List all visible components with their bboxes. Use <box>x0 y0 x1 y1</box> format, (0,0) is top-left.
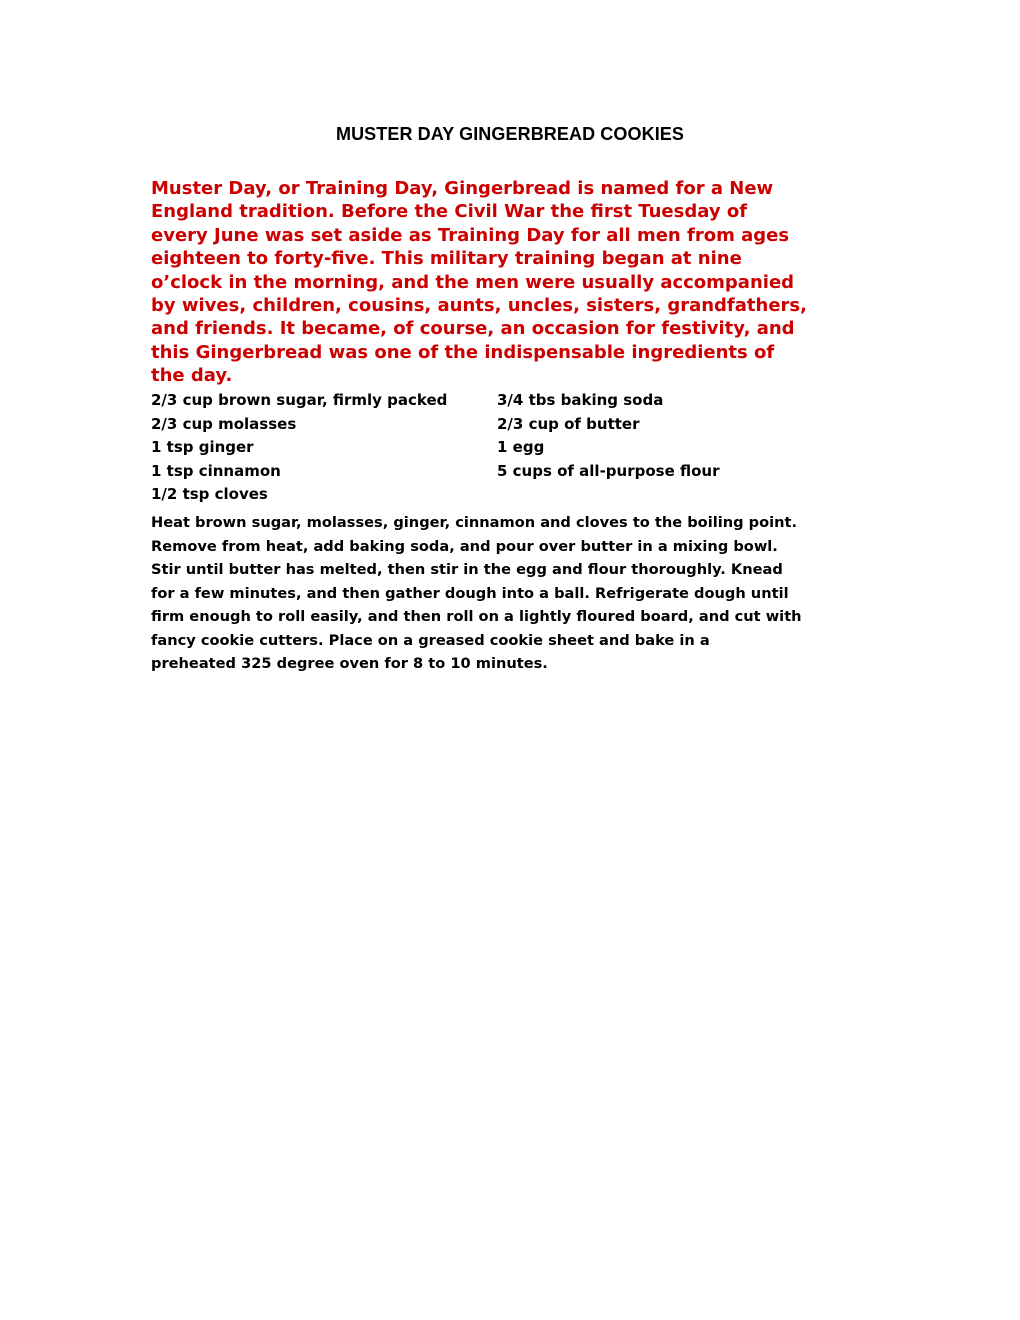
ingredient-item: 1 tsp cinnamon <box>151 461 281 480</box>
directions-line: firm enough to roll easily, and then roll on a lightly floured board, and cut with <box>151 608 802 625</box>
ingredient-row <box>151 436 771 460</box>
intro-paragraph <box>151 177 831 388</box>
directions-line: Heat brown sugar, molasses, ginger, cinnamon and cloves to the boiling point. <box>151 514 798 531</box>
intro-line: by wives, children, cousins, aunts, uncles, sisters, grandfathers, <box>151 295 807 317</box>
ingredient-item: 5 cups of all-purpose flour <box>497 461 720 480</box>
intro-line: the day. <box>151 365 233 387</box>
directions-paragraph <box>151 511 881 676</box>
ingredient-item: 1/2 tsp cloves <box>151 485 268 503</box>
directions-line: preheated 325 degree oven for 8 to 10 minutes. <box>151 655 548 672</box>
ingredient-item: 1 egg <box>497 438 545 456</box>
intro-line: eighteen to forty-five. This military training began at nine <box>151 248 742 270</box>
ingredient-item: 2/3 cup molasses <box>151 414 297 433</box>
ingredients-list <box>151 389 771 507</box>
ingredient-item: 2/3 cup brown sugar, firmly packed <box>151 391 448 409</box>
intro-line: this Gingerbread was one of the indispensable ingredients of <box>151 341 775 363</box>
intro-line: and friends. It became, of course, an occasion for festivity, and <box>151 318 795 340</box>
directions-line: fancy cookie cutters. Place on a greased cookie sheet and bake in a <box>151 631 710 649</box>
intro-line: Muster Day, or Training Day, Gingerbread is named for a New <box>151 178 774 199</box>
recipe-title: MUSTER DAY GINGERBREAD COOKIES <box>335 124 685 144</box>
ingredient-item: 2/3 cup of butter <box>497 414 640 433</box>
ingredient-row <box>151 389 771 413</box>
intro-line: England tradition. Before the Civil War the first Tuesday of <box>151 201 748 223</box>
ingredient-row <box>151 483 771 507</box>
directions-line: Stir until butter has melted, then stir in the egg and flour thoroughly. Knead <box>151 561 783 578</box>
ingredient-row <box>151 460 771 484</box>
ingredient-item: 3/4 tbs baking soda <box>497 391 664 409</box>
ingredient-item: 1 tsp ginger <box>151 438 254 456</box>
ingredient-row <box>151 413 771 437</box>
directions-line: Remove from heat, add baking soda, and pour over butter in a mixing bowl. <box>151 537 778 555</box>
intro-line: every June was set aside as Training Day for all men from ages <box>151 224 790 246</box>
intro-line: o’clock in the morning, and the men were usually accompanied <box>151 271 795 293</box>
directions-line: for a few minutes, and then gather dough into a ball. Refrigerate dough until <box>151 584 789 602</box>
